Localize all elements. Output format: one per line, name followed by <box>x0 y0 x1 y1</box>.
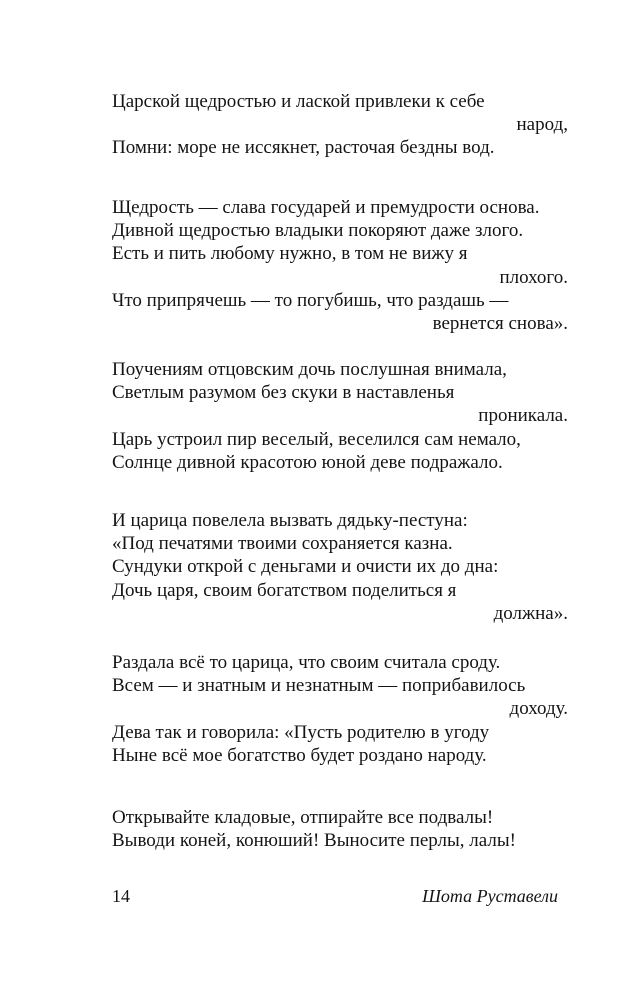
verse-line: Сундуки открой с деньгами и очисти их до дна: <box>112 556 499 578</box>
stanza <box>112 509 568 625</box>
verse-line: Царской щедростью и лаской привлеки к себе <box>112 91 485 112</box>
page-number: 14 <box>112 886 130 906</box>
verse-line: Открывайте кладовые, отпирайте все подвалы! <box>112 807 494 828</box>
verse-line: «Под печатями твоими сохраняется казна. <box>112 533 453 555</box>
verse-line: Поучениям отцовским дочь послушная внимала, <box>112 359 507 380</box>
verse-line: Выводи коней, конюший! Выносите перлы, лалы! <box>112 830 516 852</box>
stanza <box>112 196 568 335</box>
verse-line: Ныне всё мое богатство будет роздано народу. <box>112 744 487 766</box>
stanza <box>112 90 568 160</box>
verse-line-continuation: вернется снова». <box>432 312 568 334</box>
verse-line: Помни: море не иссякнет, расточая бездны вод. <box>112 137 495 159</box>
verse-line-continuation: проникала. <box>478 405 568 427</box>
verse-line-continuation: плохого. <box>499 266 568 288</box>
verse-line: Дивной щедростью владыки покоряют даже злого. <box>112 220 524 242</box>
stanza <box>112 806 568 852</box>
verse-line: Щедрость — слава государей и премудрости основа. <box>112 197 540 218</box>
verse-line: Дочь царя, своим богатством поделиться я <box>112 579 457 601</box>
verse-line: Дева так и говорила: «Пусть родителю в угоду <box>112 721 490 743</box>
stanza <box>112 358 568 474</box>
verse-line-continuation: должна». <box>493 602 568 624</box>
verse-line: Раздала всё то царица, что своим считала сроду. <box>112 652 501 673</box>
verse-line: Что припрячешь — то погубишь, что раздашь — <box>112 289 509 311</box>
verse-line: Есть и пить любому нужно, в том не вижу я <box>112 243 468 265</box>
verse-line-continuation: доходу. <box>509 698 568 720</box>
verse-line: Царь устроил пир веселый, веселился сам немало, <box>112 428 521 450</box>
verse-line: Всем — и знатным и незнатным — поприбавилось <box>112 675 526 697</box>
stanza <box>112 651 568 767</box>
verse-line: Солнце дивной красотою юной деве подражало. <box>112 451 503 473</box>
verse-line: И царица повелела вызвать дядьку-пестуна: <box>112 510 468 531</box>
verse-line-continuation: народ, <box>516 114 568 136</box>
running-author: Шота Руставели <box>422 886 558 906</box>
verse-line: Светлым разумом без скуки в наставленья <box>112 382 455 404</box>
